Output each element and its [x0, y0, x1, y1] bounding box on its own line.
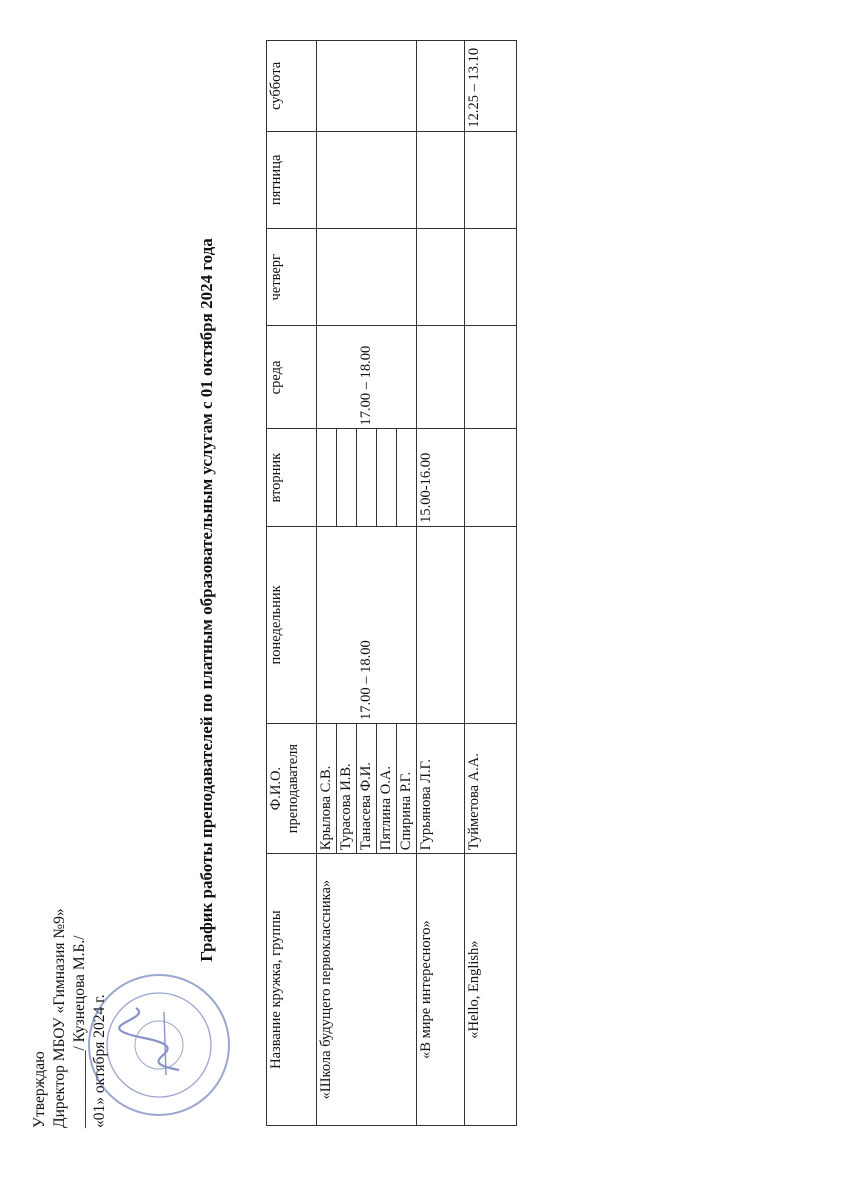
table-row [417, 41, 465, 1126]
tue-cell [397, 429, 417, 526]
teacher-cell: Танасева Ф.И. [357, 723, 377, 853]
header-mon: понедельник [267, 526, 317, 723]
tue-time-cell: 15.00-16.00 [417, 429, 465, 526]
fri-cell [465, 131, 517, 228]
approval-line-2: Директор МБОУ «Гимназия №9» [51, 908, 68, 1128]
wed-cell [417, 326, 465, 429]
teacher-cell: Крылова С.В. [317, 723, 337, 853]
header-tue: вторник [267, 429, 317, 526]
header-wed: среда [267, 326, 317, 429]
header-teacher: Ф.И.О. преподавателя [267, 723, 317, 853]
table-header-row [267, 41, 317, 1126]
header-name: Название кружка, группы [267, 854, 317, 1126]
tue-cell [465, 429, 517, 526]
teacher-cell: Пятлина О.А. [377, 723, 397, 853]
wed-time-cell: 17.00 – 18.00 [317, 326, 417, 429]
approval-line-4: «01» октября 2024 г. [91, 994, 108, 1128]
tue-cell [337, 429, 357, 526]
teacher-cell: Туйметова А.А. [465, 723, 517, 853]
sat-time-cell: 12.25 – 13.10 [465, 41, 517, 132]
hello-name-cell: «Hello, English» [465, 854, 517, 1126]
wed-cell [465, 326, 517, 429]
fri-cell [417, 131, 465, 228]
mon-cell [465, 526, 517, 723]
tue-cell [317, 429, 337, 526]
table-row [317, 41, 337, 1126]
world-name-cell: «В мире интересного» [417, 854, 465, 1126]
header-fri: пятница [267, 131, 317, 228]
mon-time-cell: 17.00 – 18.00 [317, 526, 417, 723]
header-thu: четверг [267, 229, 317, 326]
tue-cell [357, 429, 377, 526]
header-sat: суббота [267, 41, 317, 132]
school-name-cell: «Школа будущего первоклассника» [317, 854, 417, 1126]
schedule-table [266, 40, 517, 1126]
approval-line-3: __________/ Кузнецова М.Б./ [71, 935, 88, 1128]
fri-cell [317, 131, 417, 228]
page-title: График работы преподавателей по платным образовательным услугам с 01 октября 2024 года [197, 238, 216, 962]
sat-cell [317, 41, 417, 132]
teacher-cell: Гурьянова Л.Г. [417, 723, 465, 853]
sat-cell [417, 41, 465, 132]
approval-line-1: Утверждаю [31, 1051, 48, 1128]
signature-stroke [119, 1008, 179, 1070]
teacher-cell: Турасова И.В. [337, 723, 357, 853]
mon-cell [417, 526, 465, 723]
thu-cell [465, 229, 517, 326]
thu-cell [417, 229, 465, 326]
tue-cell [377, 429, 397, 526]
thu-cell [317, 229, 417, 326]
table-row [465, 41, 517, 1126]
teacher-cell: Спирина Р.Г. [397, 723, 417, 853]
